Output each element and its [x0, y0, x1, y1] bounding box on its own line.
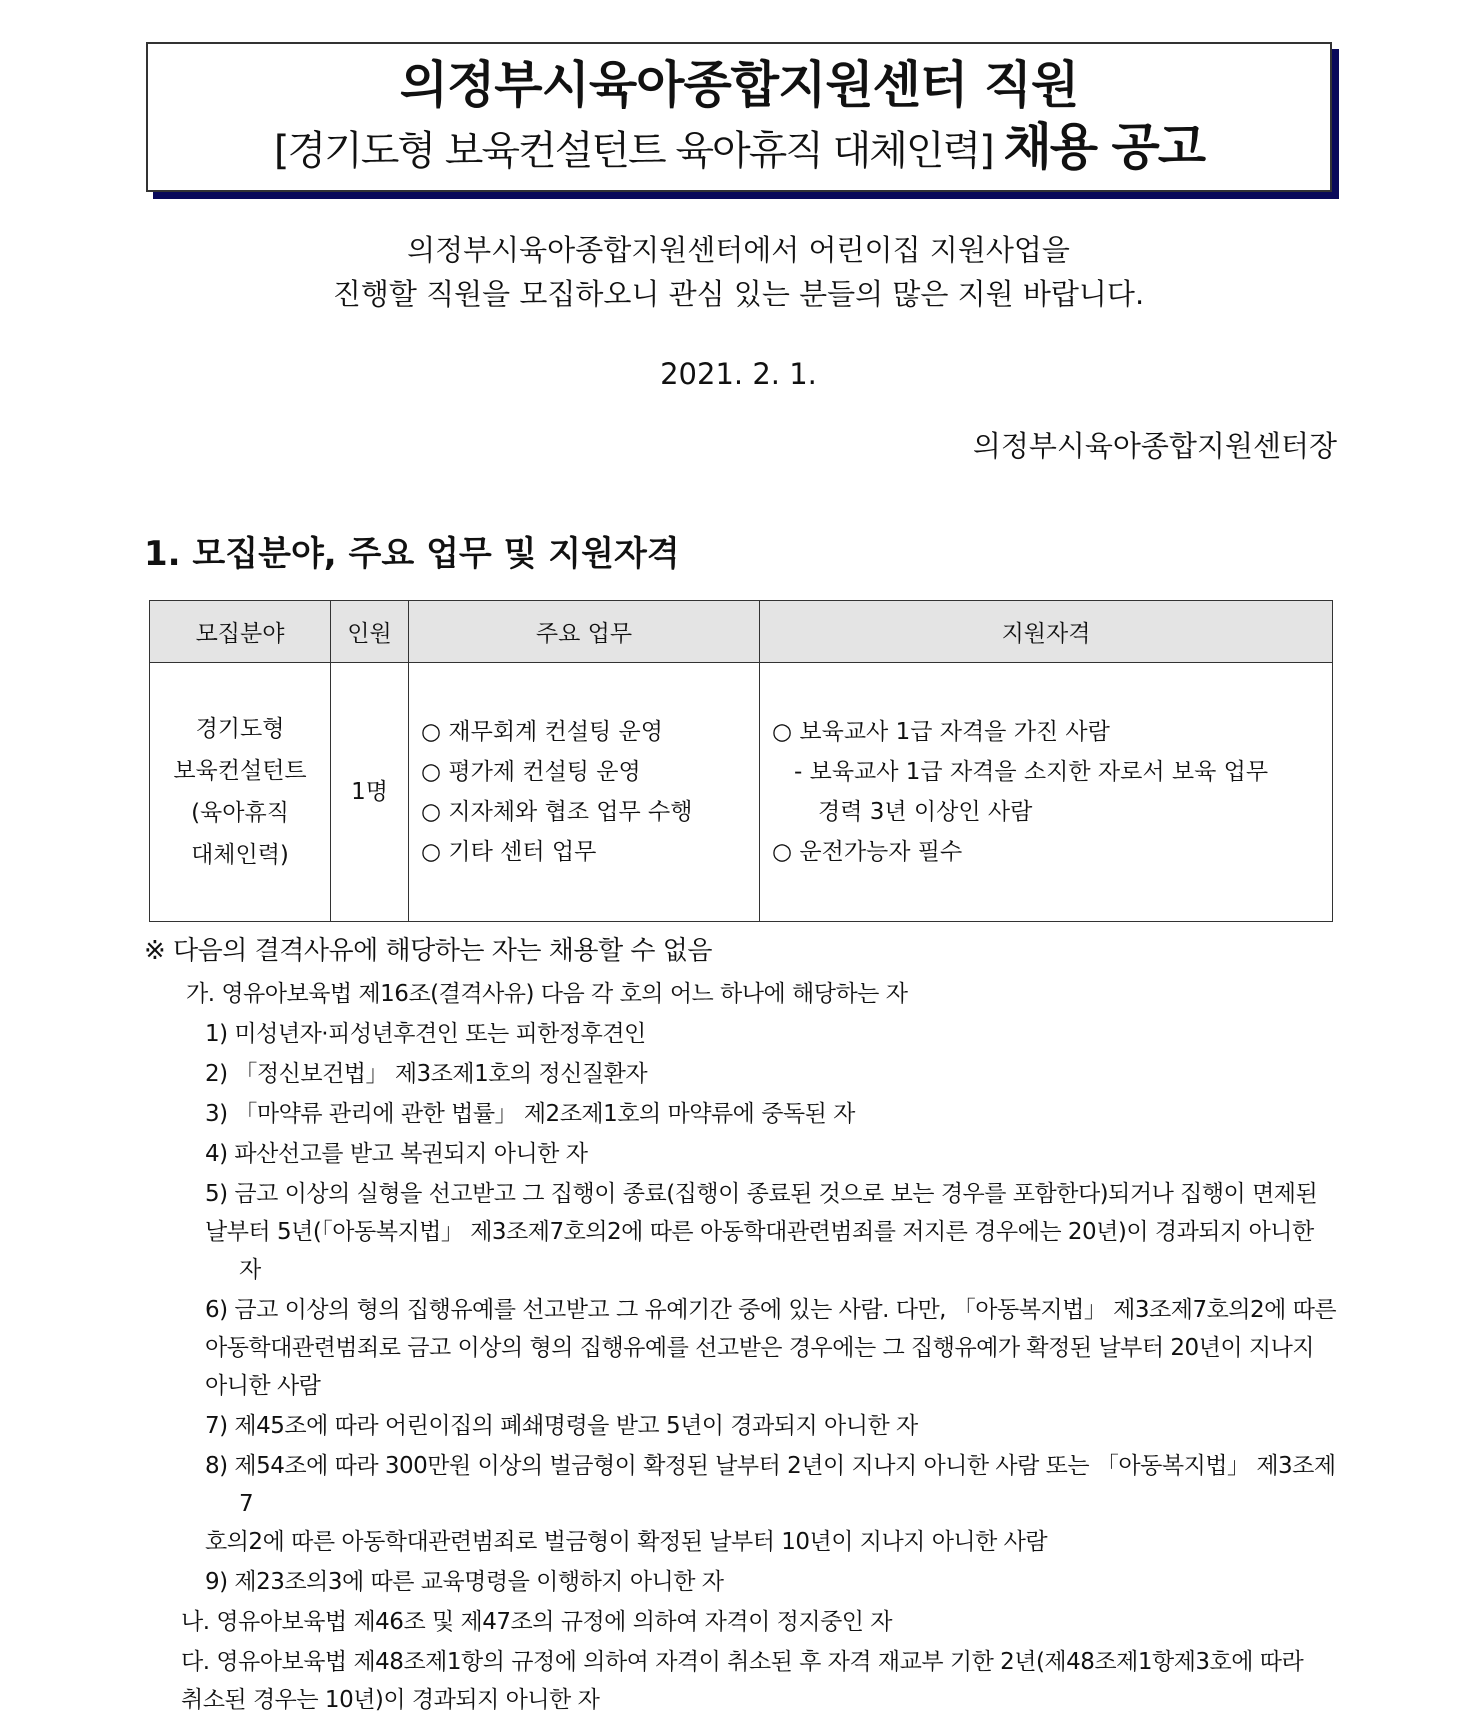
table-row	[150, 663, 1333, 922]
section-heading: 1. 모집분야, 주요 업무 및 지원자격	[144, 534, 680, 574]
note-da	[181, 1642, 1340, 1720]
disqualification-header: ※ 다음의 결격사유에 해당하는 자는 채용할 수 없음	[144, 936, 712, 966]
field-line: (육아휴직	[191, 800, 289, 826]
intro-line: 의정부시육아종합지원센터에서 어린이집 지원사업을	[407, 233, 1070, 267]
title-box	[146, 42, 1332, 192]
header-qualifications: 지원자격	[760, 601, 1333, 663]
field-cell	[150, 663, 331, 922]
header-field: 모집분야	[150, 601, 331, 663]
duty-item: ○ 지자체와 협조 업무 수행	[421, 799, 693, 825]
note-item: 1) 미성년자·피성년후견인 또는 피한정후견인	[205, 1021, 646, 1047]
note-item	[205, 1446, 1340, 1562]
count-cell: 1명	[331, 663, 409, 922]
field-line: 경기도형	[195, 716, 285, 742]
field-line: 대체인력)	[191, 842, 289, 868]
note-item-cont: 날부터 5년(「아동복지법」 제3조제7호의2에 따른 아동학대관련범죄를 저지른 경우에는 20년)이 경과되지 아니한 자	[205, 1219, 1314, 1283]
title-announcement: 채용 공고	[1003, 118, 1205, 176]
note-da-cont: 취소된 경우는 10년)이 경과되지 아니한 자	[181, 1687, 600, 1713]
duty-item: ○ 재무회계 컨설팅 운영	[421, 719, 663, 745]
title-line1: 의정부시육아종합지원센터 직원	[399, 56, 1079, 114]
date: 2021. 2. 1.	[660, 357, 817, 391]
qualification-item: ○ 보육교사 1급 자격을 가진 사람	[772, 719, 1110, 745]
note-item: 4) 파산선고를 받고 복권되지 아니한 자	[205, 1141, 588, 1167]
duty-item: ○ 평가제 컨설팅 운영	[421, 759, 641, 785]
duties-cell	[409, 663, 760, 922]
qualification-item: 경력 3년 이상인 사람	[818, 799, 1033, 825]
header-count: 인원	[331, 601, 409, 663]
note-item	[205, 1290, 1340, 1406]
header-duties: 주요 업무	[409, 601, 760, 663]
qualification-item: - 보육교사 1급 자격을 소지한 자로서 보육 업무	[794, 759, 1269, 785]
qualifications-cell	[760, 663, 1333, 922]
title-subtitle: [경기도형 보육컨설턴트 육아휴직 대체인력]	[273, 128, 993, 174]
field-line: 보육컨설턴트	[173, 758, 307, 784]
signature: 의정부시육아종합지원센터장	[972, 429, 1337, 463]
note-ga: 가. 영유아보육법 제16조(결격사유) 다음 각 호의 어느 하나에 해당하는 자	[186, 981, 908, 1007]
note-da-line: 다. 영유아보육법 제48조제1항의 규정에 의하여 자격이 취소된 후 자격 재교부 기한 2년(제48조제1항제3호에 따라	[181, 1649, 1304, 1675]
note-item-cont: 아동학대관련범죄로 금고 이상의 형의 집행유예를 선고받은 경우에는 그 집행유예가 확정된 날부터 20년이 지나지	[205, 1335, 1315, 1361]
intro-line: 진행할 직원을 모집하오니 관심 있는 분들의 많은 지원 바랍니다.	[332, 277, 1145, 311]
note-item-line: 6) 금고 이상의 형의 집행유예를 선고받고 그 유예기간 중에 있는 사람. 다만, 「아동복지법」 제3조제7호의2에 따른	[205, 1297, 1337, 1323]
disqualification-notes	[0, 928, 1477, 1720]
title-line2	[158, 116, 1320, 182]
note-item-line: 8) 제54조에 따라 300만원 이상의 벌금형이 확정된 날부터 2년이 지나지 아니한 사람 또는 「아동복지법」 제3조제7	[205, 1453, 1336, 1517]
intro	[0, 228, 1477, 316]
note-item: 3) 「마약류 관리에 관한 법률」 제2조제1호의 마약류에 중독된 자	[205, 1101, 855, 1127]
note-item-cont: 호의2에 따른 아동학대관련범죄로 벌금형이 확정된 날부터 10년이 지나지 아니한 사람	[205, 1529, 1048, 1555]
note-item: 2) 「정신보건법」 제3조제1호의 정신질환자	[205, 1061, 648, 1087]
note-item-line: 5) 금고 이상의 실형을 선고받고 그 집행이 종료(집행이 종료된 것으로 보는 경우를 포함한다)되거나 집행이 면제된	[205, 1181, 1318, 1207]
note-item: 9) 제23조의3에 따른 교육명령을 이행하지 아니한 자	[205, 1569, 724, 1595]
note-item	[205, 1174, 1340, 1290]
note-item-cont: 아니한 사람	[205, 1373, 321, 1399]
note-item: 7) 제45조에 따라 어린이집의 폐쇄명령을 받고 5년이 경과되지 아니한 자	[205, 1413, 918, 1439]
qualification-item: ○ 운전가능자 필수	[772, 839, 963, 865]
duty-item: ○ 기타 센터 업무	[421, 839, 597, 865]
note-na: 나. 영유아보육법 제46조 및 제47조의 규정에 의하여 자격이 정지중인 자	[181, 1609, 893, 1635]
recruitment-table	[149, 600, 1333, 922]
